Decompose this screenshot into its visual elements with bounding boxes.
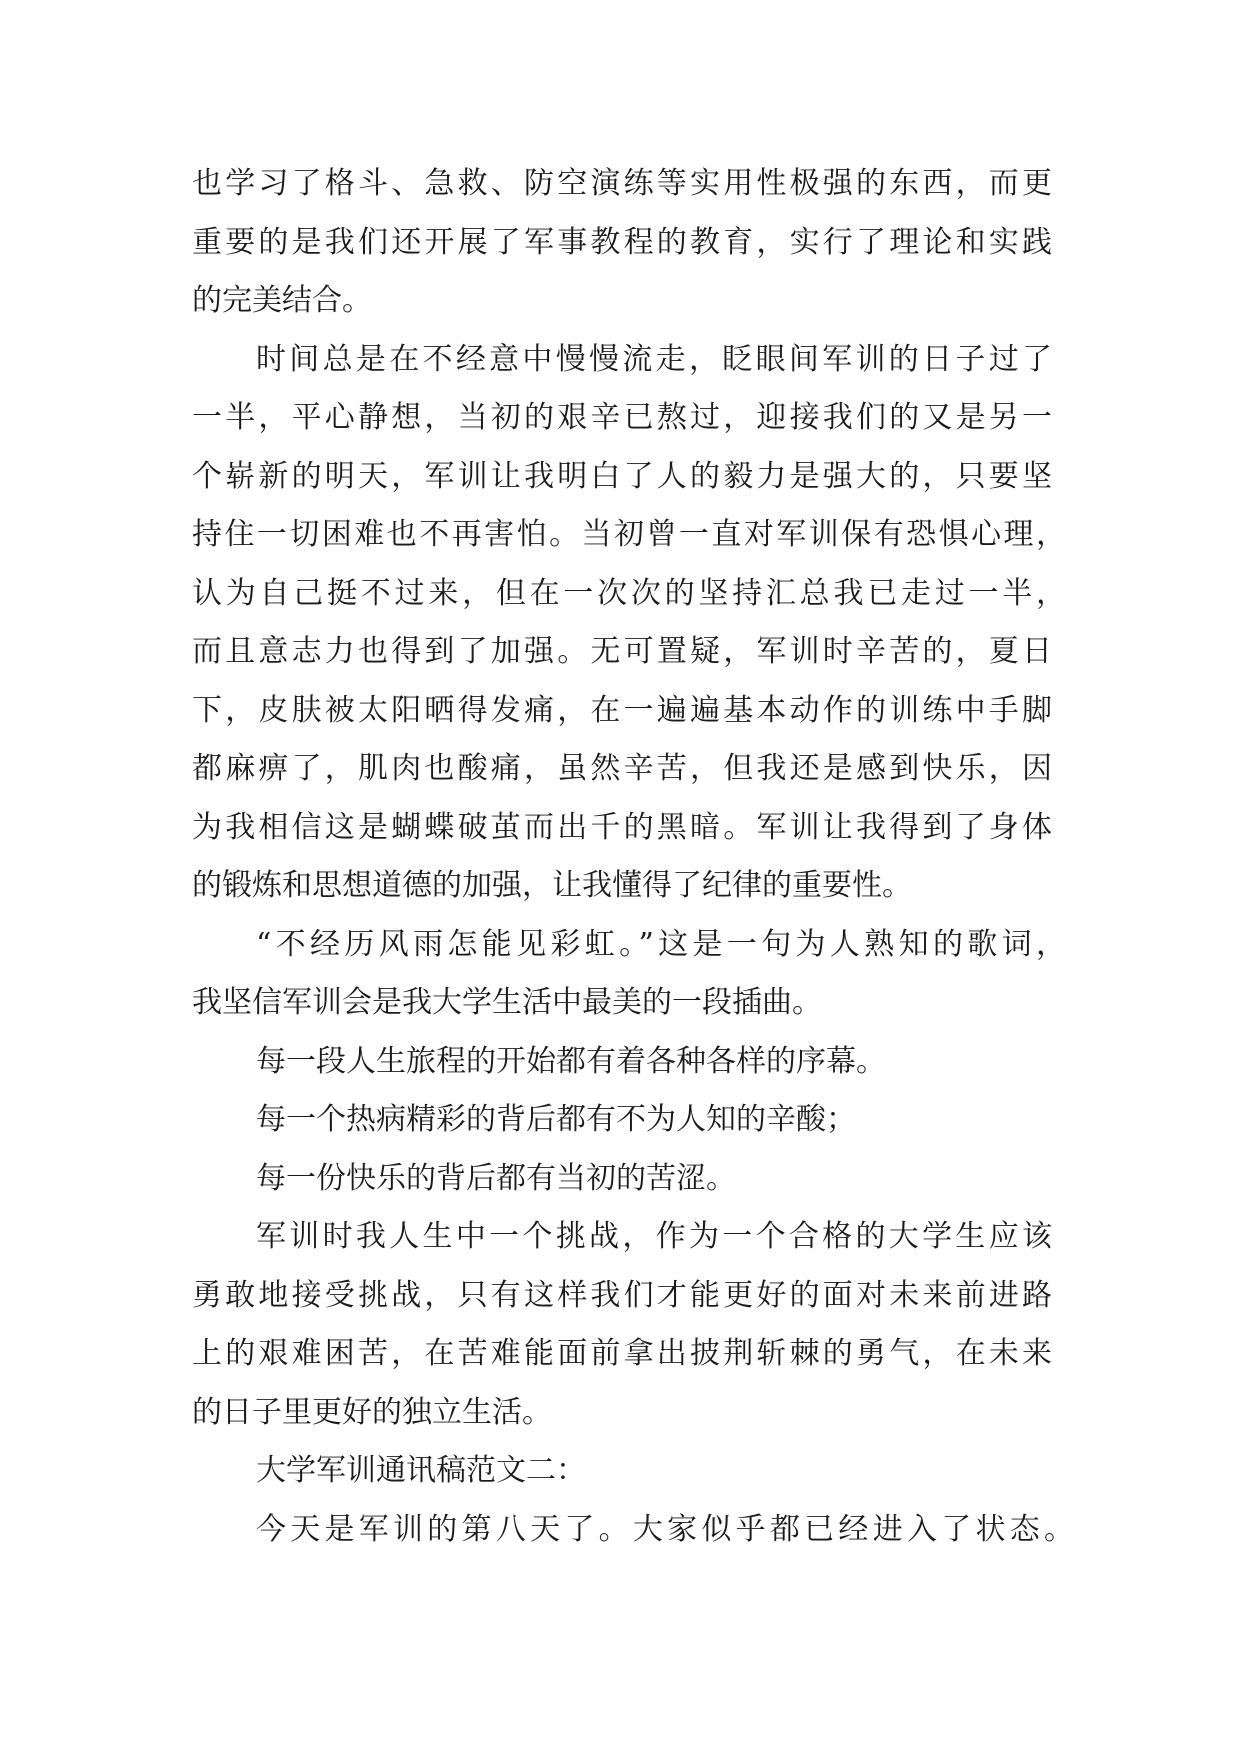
text-line: 上的艰难困苦，在苦难能面前拿出披荆斩棘的勇气，在未来 — [192, 1336, 1052, 1371]
text-line: 也学习了格斗、急救、防空演练等实用性极强的东西，而更 — [192, 166, 1052, 201]
text-line: 我坚信军训会是我大学生活中最美的一段插曲。 — [192, 985, 822, 1020]
text-line: 的锻炼和思想道德的加强，让我懂得了纪律的重要性。 — [192, 868, 912, 903]
text-line: 持住一切困难也不再害怕。当初曾一直对军训保有恐惧心理， — [192, 517, 1066, 552]
paragraph — [192, 1150, 1052, 1209]
paragraph — [192, 331, 1066, 916]
paragraph — [192, 1208, 1052, 1442]
text-line: 每一个热病精彩的背后都有不为人知的辛酸； — [256, 1102, 856, 1137]
text-line: 每一段人生旅程的开始都有着各种各样的序幕。 — [256, 1043, 886, 1079]
paragraph — [192, 1501, 1074, 1560]
paragraph — [192, 1033, 1052, 1092]
text-line: 个崭新的明天，军训让我明白了人的毅力是强大的，只要坚 — [192, 458, 1052, 494]
text-line: 下，皮肤被太阳晒得发痛，在一遍遍基本动作的训练中手脚 — [192, 692, 1052, 728]
text-line: 重要的是我们还开展了军事教程的教育，实行了理论和实践 — [192, 224, 1052, 260]
text-line: 时间总是在不经意中慢慢流走，眨眼间军训的日子过了 — [256, 341, 1052, 377]
text-line: 军训时我人生中一个挑战，作为一个合格的大学生应该 — [256, 1219, 1052, 1254]
paragraph — [192, 916, 1066, 1033]
text-line: 而且意志力也得到了加强。无可置疑，军训时辛苦的，夏日 — [192, 634, 1052, 669]
text-line: 大学军训通讯稿范文二： — [256, 1453, 586, 1488]
text-line: 认为自己挺不过来，但在一次次的坚持汇总我已走过一半， — [192, 575, 1066, 611]
text-line: “不经历风雨怎能见彩虹。”这是一句为人熟知的歌词， — [256, 926, 1066, 962]
text-line: 的日子里更好的独立生活。 — [192, 1394, 552, 1430]
paragraph — [192, 1091, 1052, 1150]
text-line: 今天是军训的第八天了。大家似乎都已经进入了状态。 — [256, 1511, 1074, 1547]
paragraph — [192, 155, 1052, 331]
section-heading — [192, 1442, 1052, 1501]
text-line: 为我相信这是蝴蝶破茧而出千的黑暗。军训让我得到了身体 — [192, 809, 1052, 845]
text-line: 都麻痹了，肌肉也酸痛，虽然辛苦，但我还是感到快乐，因 — [192, 751, 1052, 786]
text-line: 一半，平心静想，当初的艰辛已熬过，迎接我们的又是另一 — [192, 400, 1052, 435]
document-body — [192, 155, 1074, 1559]
text-line: 勇敢地接受挑战，只有这样我们才能更好的面对未来前进路 — [192, 1277, 1052, 1313]
text-line: 的完美结合。 — [192, 283, 372, 318]
text-line: 每一份快乐的背后都有当初的苦涩。 — [256, 1160, 736, 1196]
